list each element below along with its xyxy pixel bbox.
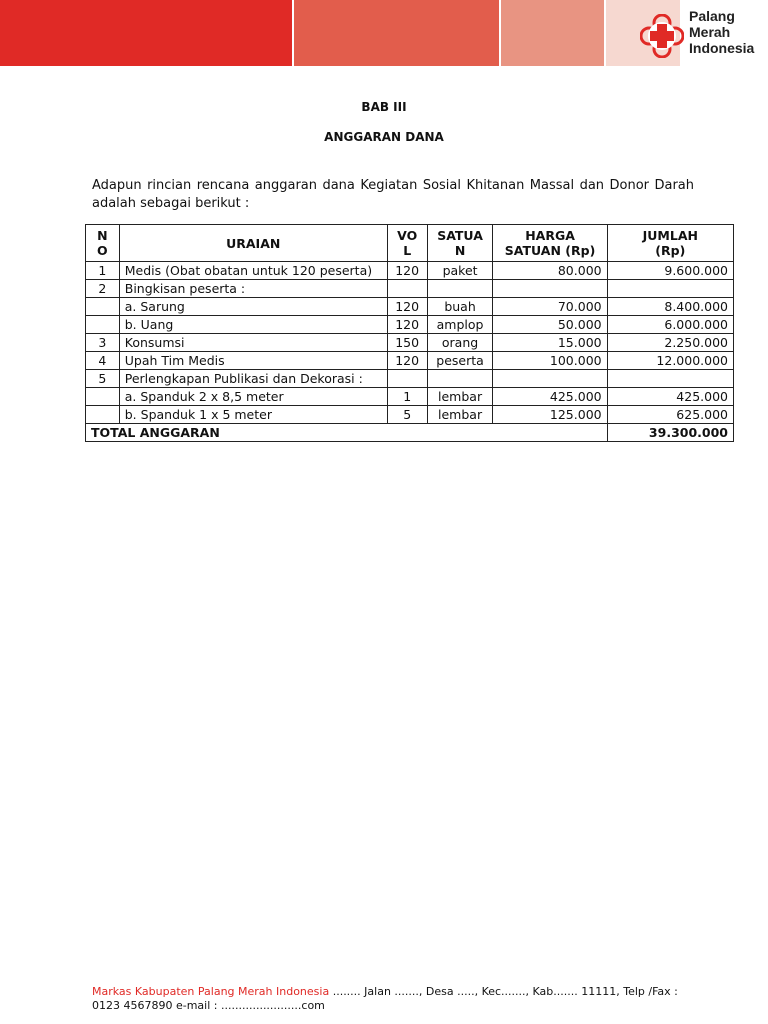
cell-satuan: orang [427, 334, 493, 352]
cell-vol: 120 [387, 298, 427, 316]
cell-no: 1 [86, 262, 120, 280]
header-no: N O [86, 225, 120, 262]
cell-jumlah: 12.000.000 [607, 352, 733, 370]
table-row [86, 370, 734, 388]
header-satuan: SATUA N [427, 225, 493, 262]
cell-uraian: a. Spanduk 2 x 8,5 meter [119, 388, 387, 406]
header-band-segment-3 [501, 0, 604, 66]
cell-harga: 80.000 [493, 262, 607, 280]
header-harga-satuan: HARGA SATUAN (Rp) [493, 225, 607, 262]
total-value: 39.300.000 [607, 424, 733, 442]
cell-satuan: peserta [427, 352, 493, 370]
cell-satuan [427, 280, 493, 298]
cell-harga [493, 370, 607, 388]
cell-jumlah [607, 370, 733, 388]
cell-uraian: Perlengkapan Publikasi dan Dekorasi : [119, 370, 387, 388]
header-band-segment-1 [0, 0, 292, 66]
table-row [86, 316, 734, 334]
header-color-band [0, 0, 680, 66]
cell-satuan: paket [427, 262, 493, 280]
cell-jumlah: 425.000 [607, 388, 733, 406]
table-row [86, 280, 734, 298]
footer-org: Markas Kabupaten Palang Merah Indonesia [92, 985, 330, 998]
cell-harga: 70.000 [493, 298, 607, 316]
logo-text [689, 8, 754, 56]
cell-uraian: b. Uang [119, 316, 387, 334]
cell-jumlah: 9.600.000 [607, 262, 733, 280]
cell-jumlah: 6.000.000 [607, 316, 733, 334]
cell-uraian: a. Sarung [119, 298, 387, 316]
cell-uraian: Konsumsi [119, 334, 387, 352]
table-row [86, 406, 734, 424]
cell-no [86, 298, 120, 316]
cell-harga: 125.000 [493, 406, 607, 424]
pmi-logo [640, 8, 768, 60]
page-title: ANGGARAN DANA [324, 130, 444, 144]
cell-no: 3 [86, 334, 120, 352]
cell-no: 5 [86, 370, 120, 388]
cell-vol: 120 [387, 262, 427, 280]
cell-vol [387, 370, 427, 388]
cell-uraian: Medis (Obat obatan untuk 120 peserta) [119, 262, 387, 280]
cell-satuan: lembar [427, 388, 493, 406]
table-row [86, 262, 734, 280]
red-cross-flower-icon [640, 14, 684, 58]
cell-satuan: amplop [427, 316, 493, 334]
chapter-heading: BAB III [361, 100, 407, 114]
cell-harga: 100.000 [493, 352, 607, 370]
logo-line-2: Merah [689, 24, 731, 40]
cell-satuan [427, 370, 493, 388]
cell-satuan: lembar [427, 406, 493, 424]
cell-no [86, 388, 120, 406]
table-header-row [86, 225, 734, 262]
total-label: TOTAL ANGGARAN [86, 424, 608, 442]
cell-jumlah: 8.400.000 [607, 298, 733, 316]
cell-uraian: Upah Tim Medis [119, 352, 387, 370]
table-row [86, 334, 734, 352]
total-row [86, 424, 734, 442]
cell-harga: 50.000 [493, 316, 607, 334]
cell-no [86, 316, 120, 334]
logo-line-1: Palang [689, 8, 735, 24]
budget-table [85, 224, 734, 442]
cell-harga: 425.000 [493, 388, 607, 406]
cell-no: 4 [86, 352, 120, 370]
cell-vol [387, 280, 427, 298]
cell-no [86, 406, 120, 424]
cell-vol: 120 [387, 352, 427, 370]
cell-jumlah [607, 280, 733, 298]
table-row [86, 352, 734, 370]
footer-contact: 0123 4567890 e-mail : .......................com [92, 999, 325, 1012]
logo-line-3: Indonesia [689, 40, 755, 56]
cell-vol: 150 [387, 334, 427, 352]
header-vol: VO L [387, 225, 427, 262]
cell-no: 2 [86, 280, 120, 298]
cell-jumlah: 625.000 [607, 406, 733, 424]
header-jumlah: JUMLAH (Rp) [607, 225, 733, 262]
header-band-segment-2 [294, 0, 499, 66]
table-row [86, 388, 734, 406]
cell-satuan: buah [427, 298, 493, 316]
cell-vol: 120 [387, 316, 427, 334]
footer [92, 985, 702, 1013]
cell-harga: 15.000 [493, 334, 607, 352]
cell-uraian: Bingkisan peserta : [119, 280, 387, 298]
cell-jumlah: 2.250.000 [607, 334, 733, 352]
cell-uraian: b. Spanduk 1 x 5 meter [119, 406, 387, 424]
intro-paragraph: Adapun rincian rencana anggaran dana Kegiatan Sosial Khitanan Massal dan Donor Darah adalah sebagai berikut : [92, 178, 694, 211]
cell-harga [493, 280, 607, 298]
cell-vol: 1 [387, 388, 427, 406]
table-row [86, 298, 734, 316]
footer-address: ........ Jalan ......., Desa ....., Kec......., Kab....... 11111, Telp /Fax : [329, 985, 678, 998]
header-uraian: URAIAN [119, 225, 387, 262]
cell-vol: 5 [387, 406, 427, 424]
